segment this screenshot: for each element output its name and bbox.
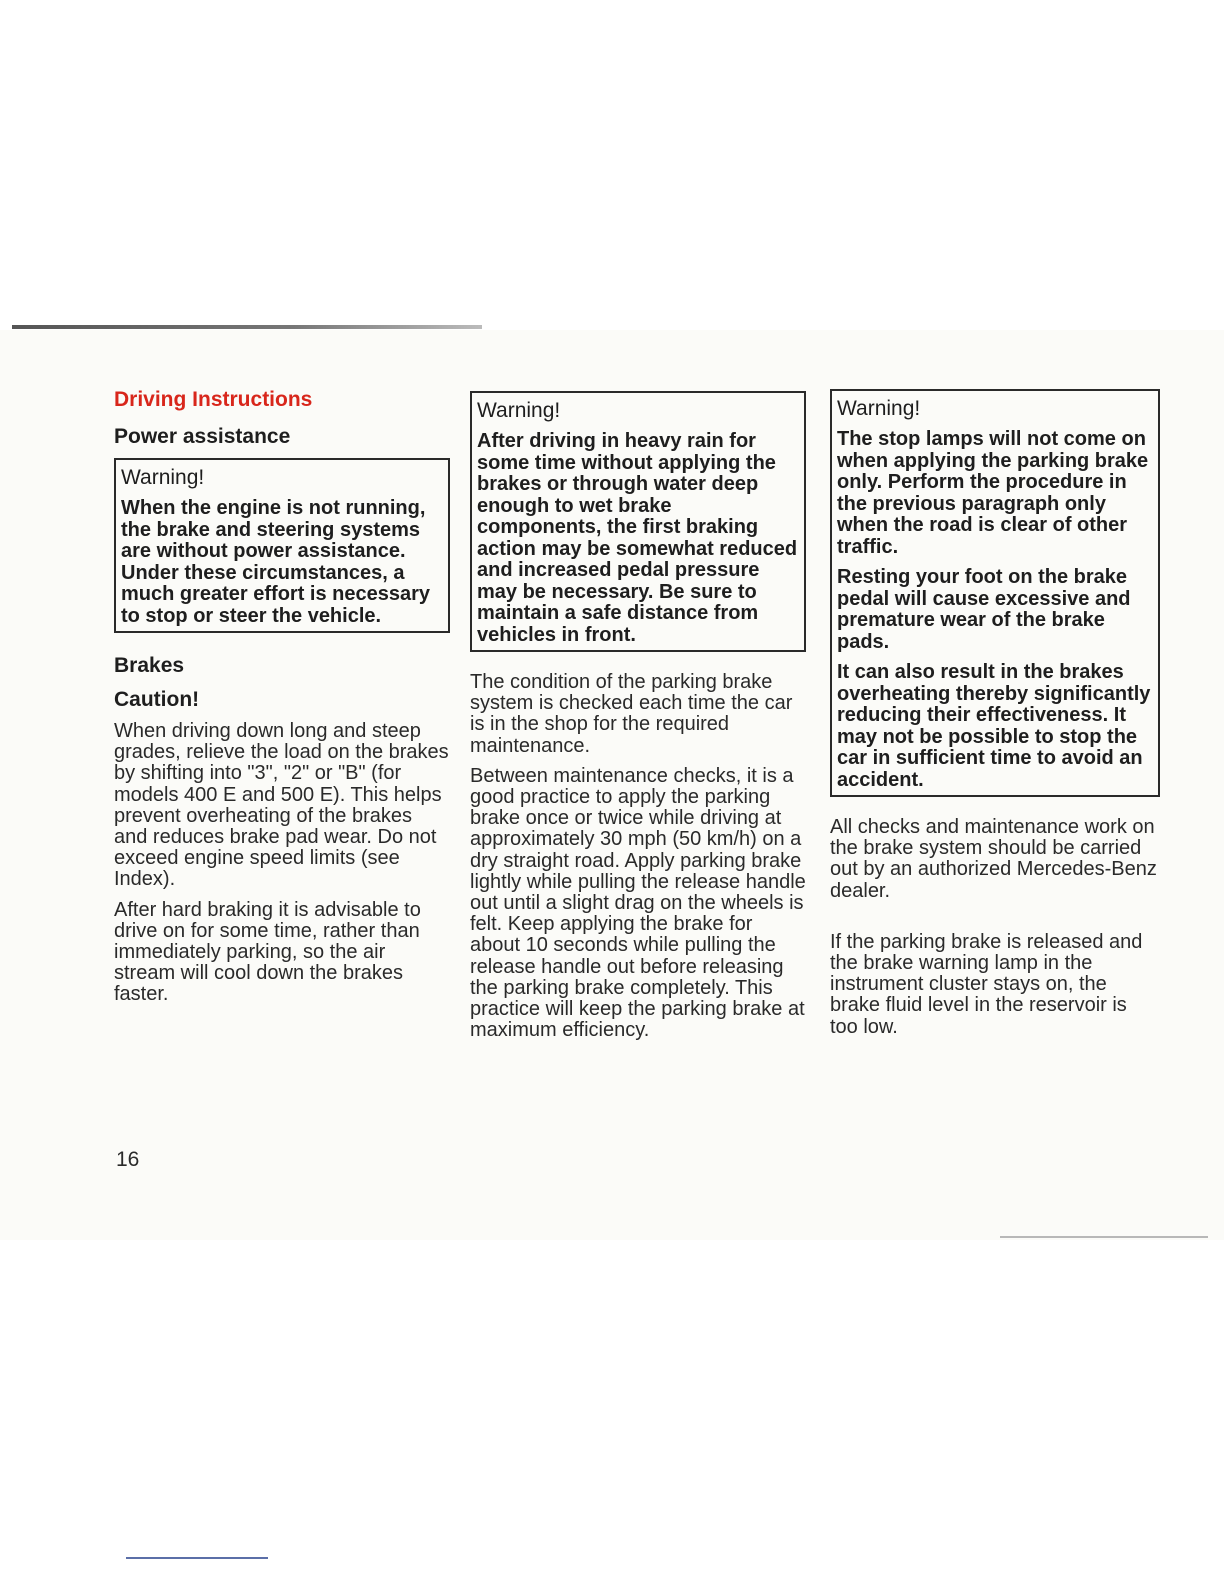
- warning-text: When the engine is not running, the brake and steering systems are without power assistance. Under these circumstances, a much greater effort is necessary to stop or steer the vehicle.: [121, 497, 431, 627]
- section-title: Driving Instructions: [114, 388, 313, 411]
- page-number: 16: [116, 1148, 140, 1171]
- warning-text-stop-lamps: The stop lamps will not come on when applying the parking brake only. Perform the procedure in the previous paragraph only when the road is clear of other traffic.: [837, 428, 1149, 558]
- paragraph-authorized-dealer: All checks and maintenance work on the brake system should be carried out by an authorized Mercedes-Benz dealer.: [830, 816, 1157, 902]
- warning-box-power: [114, 458, 450, 633]
- paragraph-parking-brake-check: The condition of the parking brake system is checked each time the car is in the shop for the required maintenance.: [470, 671, 793, 757]
- column-middle: [470, 391, 806, 1050]
- warning-title: Warning!: [837, 397, 921, 420]
- column-left: [114, 386, 450, 1015]
- column-right: [830, 389, 1160, 1047]
- paragraph-fluid-level: If the parking brake is released and the brake warning lamp in the instrument cluster stays on, the brake fluid level in the reservoir is too low.: [830, 930, 1143, 1038]
- heading-power-assistance: Power assistance: [114, 425, 291, 448]
- warning-title: Warning!: [121, 466, 205, 489]
- warning-text-overheating: It can also result in the brakes overheating thereby significantly reducing their effectiveness. It may not be possible to stop the car in sufficient time to avoid an accident.: [837, 661, 1151, 791]
- warning-text: After driving in heavy rain for some time without applying the brakes or through water deep enough to wet brake components, the first braking action may be somewhat reduced and increased pedal pressure may be necessary. Be sure to maintain a safe distance from vehicles in front.: [477, 430, 798, 646]
- warning-box-stop-lamps: [830, 389, 1160, 797]
- paragraph-maintenance-practice: Between maintenance checks, it is a good practice to apply the parking brake once or twice while driving at approximately 30 mph (50 km/h) on a dry straight road. Apply parking brake lightly while pulling the release handle out until a slight drag on the wheels is felt. Keep applying the brake for about 10 seconds while pulling the release handle out before releasing the parking brake completely. This practice will keep the parking brake at maximum efficiency.: [470, 764, 806, 1042]
- warning-box-rain: [470, 391, 806, 652]
- paragraph-hard-braking: After hard braking it is advisable to drive on for some time, rather than immediately parking, so the air stream will cool down the brakes faster.: [114, 898, 421, 1006]
- footer-rule: [126, 1557, 268, 1559]
- heading-brakes: Brakes: [114, 654, 185, 677]
- warning-text-foot-rest: Resting your foot on the brake pedal will cause excessive and premature wear of the brake pads.: [837, 566, 1131, 653]
- warning-title: Warning!: [477, 399, 561, 422]
- heading-caution: Caution!: [114, 688, 200, 711]
- paragraph-steep-grades: When driving down long and steep grades, relieve the load on the brakes by shifting into "3", "2" or "B" (for models 400 E and 500 E). This helps prevent overheating of the brakes and reduces brake pad wear. Do not exceed engine speed limits (see Index).: [114, 720, 449, 891]
- top-rule: [12, 325, 482, 329]
- bottom-rule: [1000, 1236, 1208, 1238]
